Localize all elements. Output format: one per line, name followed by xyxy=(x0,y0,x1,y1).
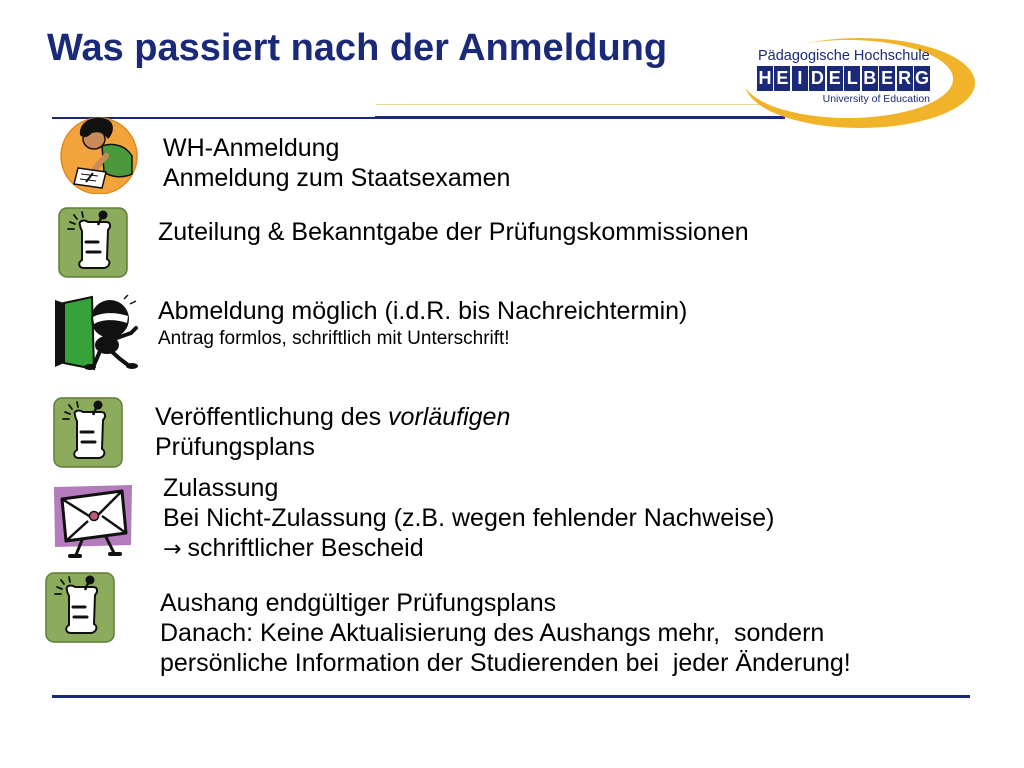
item-4-line-1-emphasis: vorläufigen xyxy=(388,403,511,431)
item-4-line-2: Prüfungsplans xyxy=(155,433,315,461)
item-5-line-1: Zulassung xyxy=(163,474,279,502)
logo-subtitle: University of Education xyxy=(822,93,930,105)
item-3-text xyxy=(158,296,687,326)
item-5-line-2: Bei Nicht-Zulassung (z.B. wegen fehlender Nachweise) xyxy=(163,504,775,532)
arrow-right-icon: → xyxy=(163,537,182,562)
scroll-document-icon xyxy=(45,572,115,643)
item-4-line-1-prefix: Veröffentlichung des xyxy=(155,403,389,431)
scroll-document-icon xyxy=(53,397,123,468)
item-4-line-1 xyxy=(155,402,510,432)
logo-letter: D xyxy=(809,66,825,91)
logo-letter: E xyxy=(774,66,790,91)
logo-letter: G xyxy=(914,66,930,91)
logo-letter: B xyxy=(862,66,878,91)
item-1-line-2: Anmeldung zum Staatsexamen xyxy=(163,164,511,192)
item-1-text xyxy=(163,133,510,193)
item-4-text xyxy=(155,402,510,462)
person-writing-icon xyxy=(58,112,142,194)
scroll-document-icon xyxy=(58,207,128,278)
header-rule-light xyxy=(376,104,785,105)
item-2-text xyxy=(158,217,749,247)
item-6-line-3: persönliche Information der Studierenden bei jeder Änderung! xyxy=(160,649,851,677)
logo-heidelberg xyxy=(757,66,930,91)
logo-letter: R xyxy=(897,66,913,91)
logo-letter: E xyxy=(879,66,895,91)
item-5-line-3-text: schriftlicher Bescheid xyxy=(187,534,424,562)
item-1-line-1: WH-Anmeldung xyxy=(163,134,340,162)
item-6-text xyxy=(160,588,851,678)
item-2-line-1: Zuteilung & Bekanntgabe der Prüfungskommissionen xyxy=(158,218,749,246)
walking-envelope-icon xyxy=(52,483,134,561)
item-5-text xyxy=(163,473,774,565)
footer-rule xyxy=(52,695,970,698)
header-rule-thick xyxy=(375,116,785,119)
item-3-line-1: Abmeldung möglich (i.d.R. bis Nachreichtermin) xyxy=(158,297,688,325)
logo-letter: E xyxy=(827,66,843,91)
item-3-note xyxy=(158,327,510,351)
item-6-line-1: Aushang endgültiger Prüfungsplans xyxy=(160,589,557,617)
logo-letter: I xyxy=(792,66,808,91)
item-5-line-3 xyxy=(163,533,774,565)
item-3-note-line: Antrag formlos, schriftlich mit Unterschrift! xyxy=(158,328,510,349)
logo-letter: H xyxy=(757,66,773,91)
sneaking-out-door-icon xyxy=(50,293,142,373)
logo-school-name: Pädagogische Hochschule xyxy=(758,48,930,64)
slide-title: Was passiert nach der Anmeldung xyxy=(47,27,668,69)
logo-letter: L xyxy=(844,66,860,91)
item-6-line-2: Danach: Keine Aktualisierung des Aushangs mehr, sondern xyxy=(160,619,825,647)
